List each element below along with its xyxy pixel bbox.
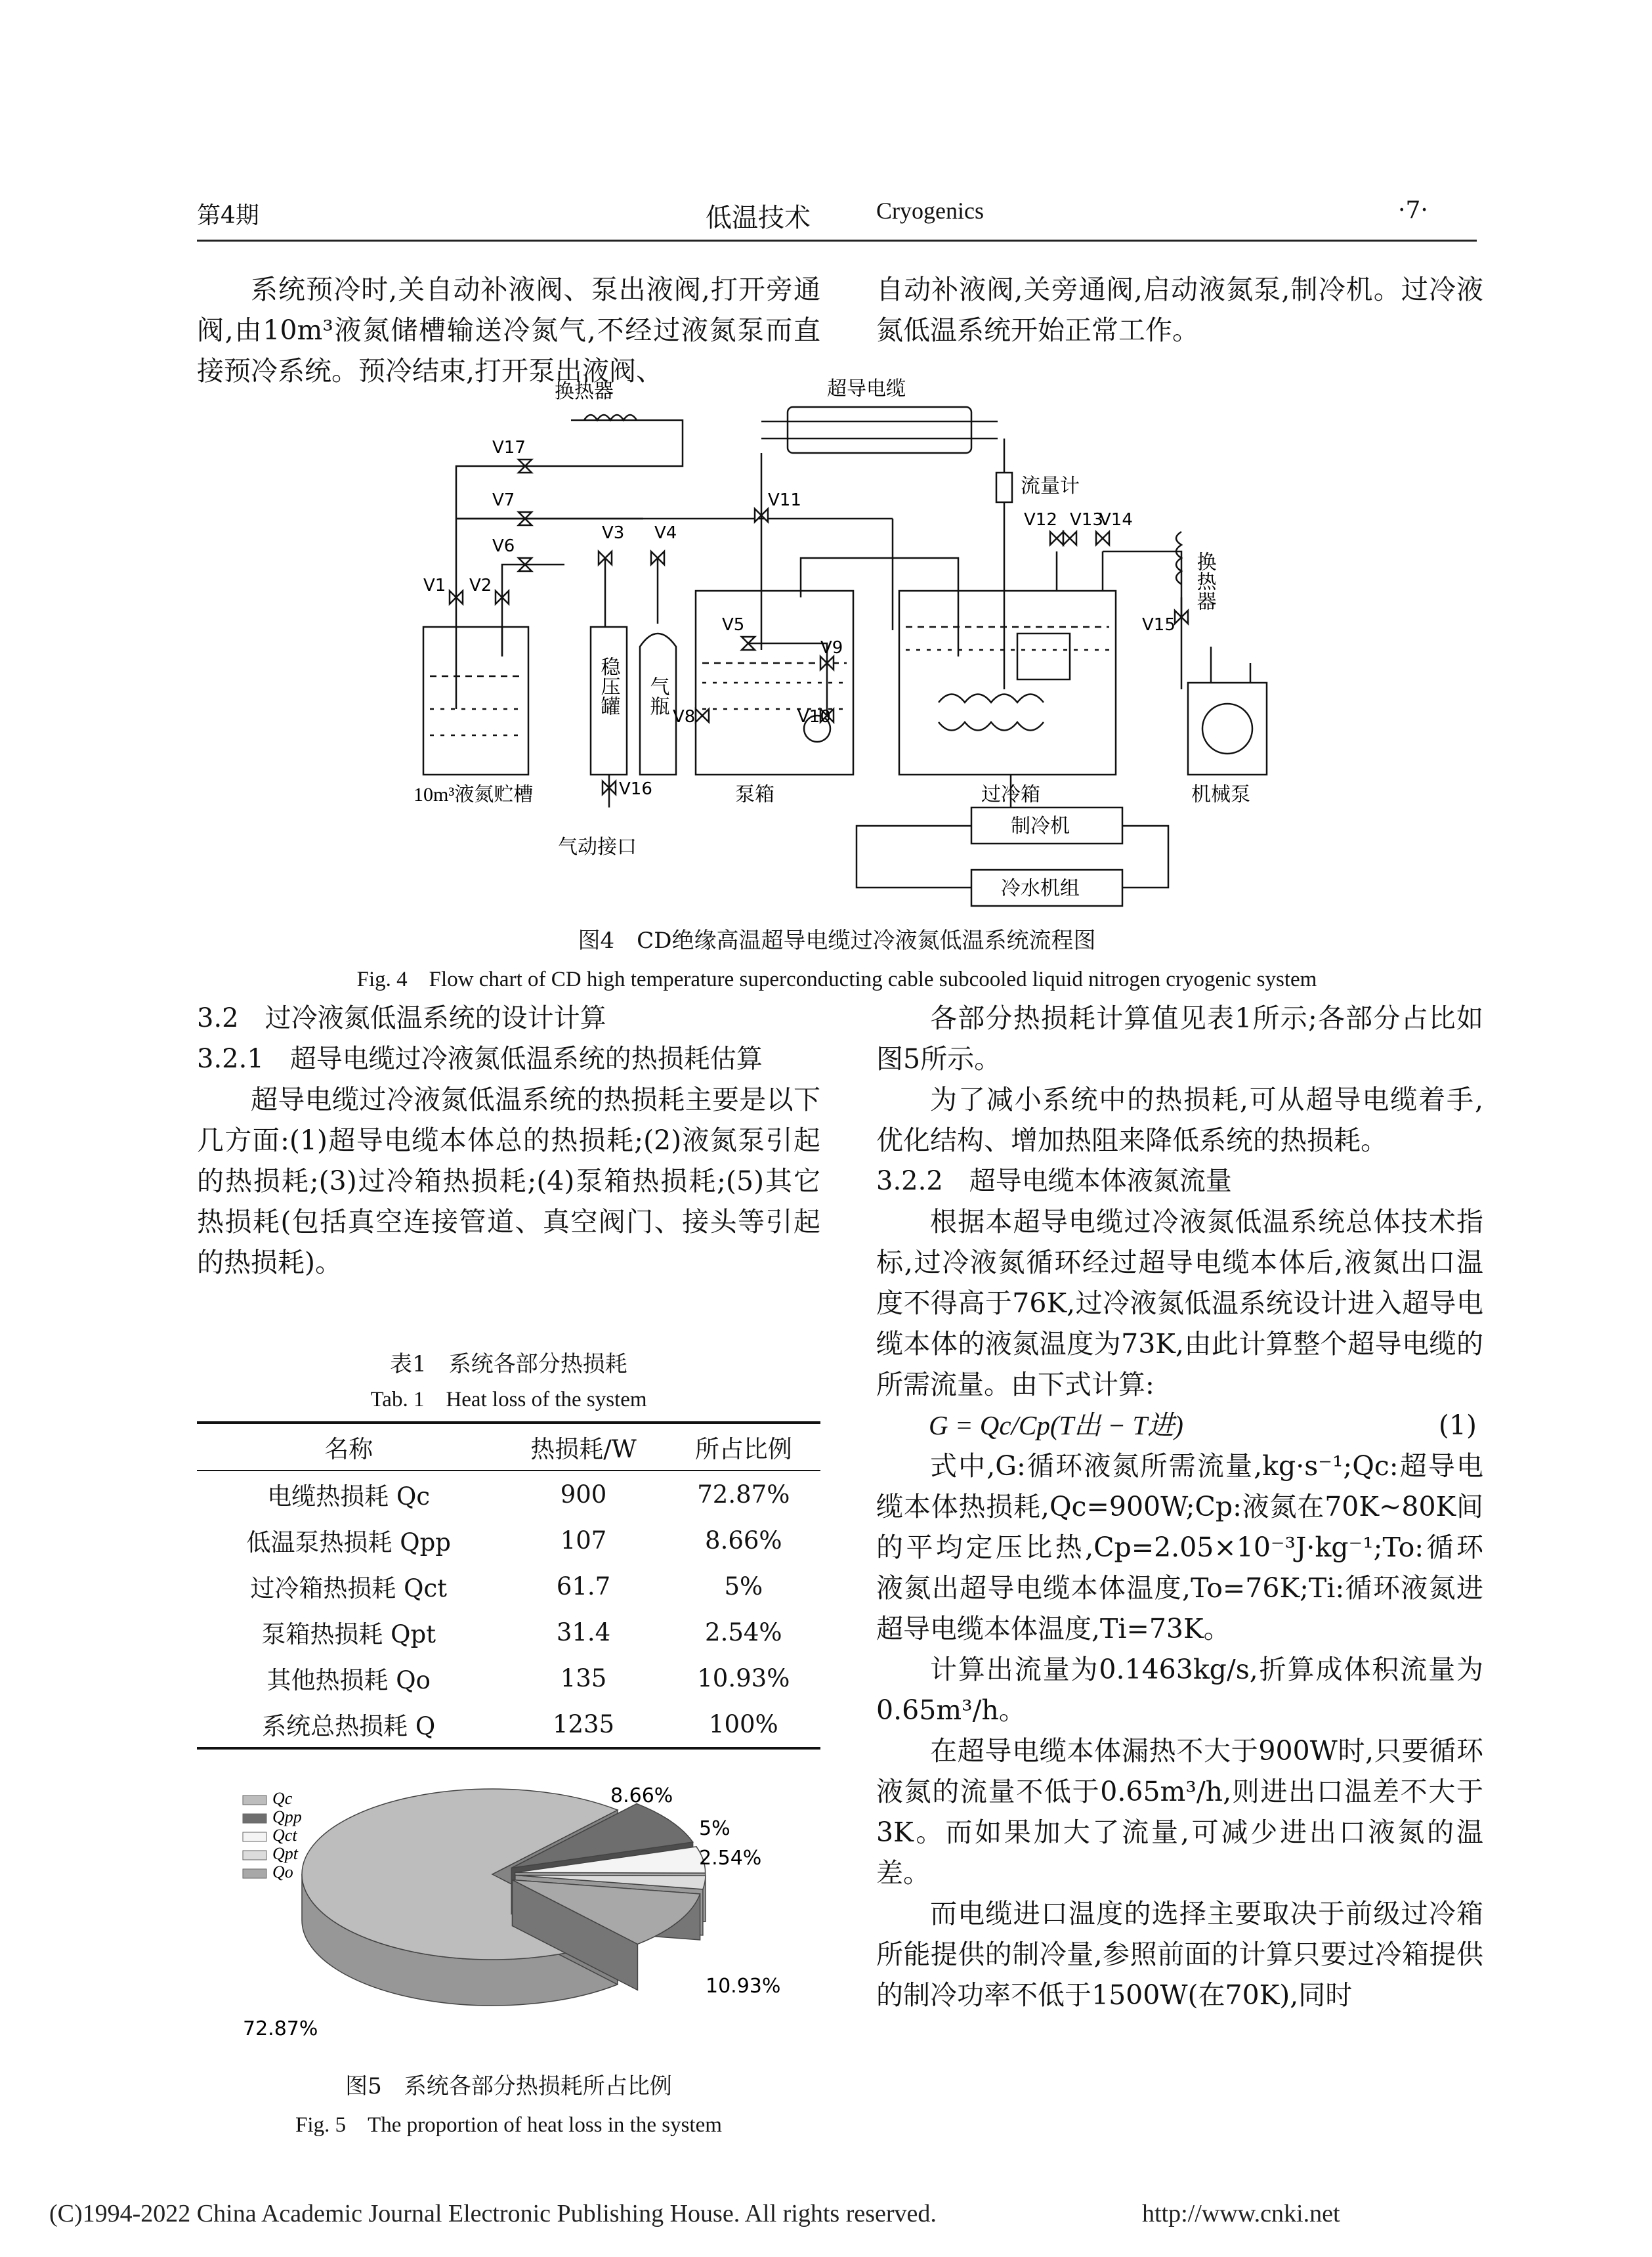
table-cell: 135 bbox=[560, 1664, 607, 1692]
pie-legend bbox=[243, 1789, 302, 1881]
section-3-2-2-heading: 3.2.2 超导电缆本体液氮流量 bbox=[876, 1166, 1232, 1196]
table-cell: 61.7 bbox=[556, 1572, 611, 1601]
legend-swatch bbox=[243, 1869, 266, 1878]
journal-title-cn: 低温技术 bbox=[706, 203, 811, 233]
valve-label: V14 bbox=[1099, 510, 1133, 530]
right-column bbox=[876, 998, 1483, 2015]
valve-v8 bbox=[696, 709, 709, 722]
label-ln2-tank: 10m³液氮贮槽 bbox=[413, 784, 534, 806]
right-paragraph-4: 式中,G:循环液氮所需流量,kg·s⁻¹;Qc:超导电缆本体热损耗,Qc=900W;Cp:液氮在70K~80K间的平均定压比热,Cp=2.05×10⁻³J·kg⁻¹;To:循环液氮出超导电缆本体温度,To=76K;Ti:循环液氮进超导电缆本体温度,Ti=73K。 bbox=[876, 1450, 1483, 1644]
footer-url[interactable]: http://www.cnki.net bbox=[1142, 2200, 1340, 2227]
label-chiller: 冷水机组 bbox=[1001, 878, 1080, 899]
right-paragraph-5: 计算出流量为0.1463kg/s,折算成体积流量为0.65m³/h。 bbox=[876, 1654, 1483, 1726]
left-column bbox=[197, 998, 820, 1283]
table1-caption-en: Tab. 1 Heat loss of the system bbox=[370, 1388, 647, 1411]
equation-number: (1) bbox=[1438, 1409, 1477, 1441]
label-subcooler: 过冷箱 bbox=[981, 784, 1040, 806]
table-row bbox=[197, 1563, 820, 1609]
valve-label: V12 bbox=[1024, 510, 1057, 530]
header-rule bbox=[197, 240, 1477, 242]
table-cell: 1235 bbox=[552, 1709, 615, 1738]
heat-loss-table bbox=[197, 1421, 820, 1750]
right-paragraph-6: 在超导电缆本体漏热不大于900W时,只要循环液氮的流量不低于0.65m³/h,则进出口温差不大于3K。而如果加大了流量,可减少进出口液氮的温差。 bbox=[876, 1735, 1483, 1889]
table-row bbox=[197, 1655, 820, 1701]
valve-v13 bbox=[1063, 532, 1076, 545]
subcooler-coil bbox=[939, 695, 1044, 703]
flowmeter bbox=[996, 473, 1012, 502]
legend-swatch bbox=[243, 1814, 266, 1823]
legend-label: Qo bbox=[272, 1862, 293, 1881]
table-cell: 72.87% bbox=[697, 1480, 790, 1509]
legend-swatch bbox=[243, 1851, 266, 1860]
section-3-2-1-heading: 3.2.1 超导电缆过冷液氮低温系统的热损耗估算 bbox=[197, 1044, 763, 1074]
table-header-row bbox=[197, 1423, 820, 1471]
fig4-caption-en: Fig. 4 Flow chart of CD high temperature superconducting cable subcooled liquid nitrogen cryogenic system bbox=[356, 968, 1317, 991]
table-cell: 低温泵热损耗 Qpp bbox=[246, 1528, 451, 1557]
table-cell: 电缆热损耗 Qc bbox=[267, 1482, 431, 1511]
right-paragraph-7: 而电缆进口温度的选择主要取决于前级过冷箱所能提供的制冷量,参照前面的计算只要过冷箱提供的制冷功率不低于1500W(在70K),同时 bbox=[876, 1898, 1483, 2011]
table-header-cell: 名称 bbox=[324, 1435, 373, 1463]
legend-label: Qct bbox=[272, 1826, 297, 1845]
label-right-heat-exchanger: 换热器 bbox=[1193, 551, 1216, 611]
mechanical-pump-box bbox=[1188, 683, 1267, 775]
table-cell: 过冷箱热损耗 Qct bbox=[250, 1574, 448, 1602]
label-flowmeter: 流量计 bbox=[1021, 475, 1080, 497]
legend-label: Qc bbox=[272, 1789, 293, 1808]
fig5-caption-cn: 图5 系统各部分热损耗所占比例 bbox=[345, 2073, 672, 2099]
legend-label: Qpt bbox=[272, 1844, 298, 1863]
legend-swatch bbox=[243, 1795, 266, 1805]
table-cell: 其他热损耗 Qo bbox=[266, 1666, 431, 1694]
pie-data-label: 5% bbox=[699, 1817, 731, 1840]
valve-label: V6 bbox=[492, 536, 515, 556]
section-3-2-heading: 3.2 过冷液氮低温系统的设计计算 bbox=[197, 1003, 606, 1033]
valve-label: V2 bbox=[469, 576, 492, 595]
subcooler-inner-vessel bbox=[1017, 634, 1070, 679]
label-pump-box: 泵箱 bbox=[735, 784, 774, 806]
legend-swatch bbox=[243, 1832, 266, 1841]
right-paragraph-2: 为了减小系统中的热损耗,可从超导电缆着手,优化结构、增加热阻来降低系统的热损耗。 bbox=[876, 1084, 1483, 1156]
fig5-caption-en: Fig. 5 The proportion of heat loss in the system bbox=[295, 2113, 722, 2137]
valve-label: V9 bbox=[820, 638, 843, 658]
journal-title-en: Cryogenics bbox=[876, 198, 984, 224]
valve-label: V16 bbox=[619, 779, 652, 799]
equation: G = Qc/Cp(T出 − T进) bbox=[929, 1410, 1183, 1440]
intro-paragraph-left: 系统预冷时,关自动补液阀、泵出液阀,打开旁通阀,由10m³液氮储槽输送冷氮气,不经过液氮泵而直接预冷系统。预冷结束,打开泵出液阀、 bbox=[197, 274, 820, 387]
intro-paragraph-right: 自动补液阀,关旁通阀,启动液氮泵,制冷机。过冷液氮低温系统开始正常工作。 bbox=[876, 274, 1483, 346]
valve-label: V7 bbox=[492, 490, 515, 510]
pie-layer bbox=[302, 1789, 706, 2006]
superconducting-cable bbox=[788, 407, 971, 453]
table-row bbox=[197, 1471, 820, 1517]
table-row bbox=[197, 1701, 820, 1748]
valve-label: V5 bbox=[722, 615, 745, 635]
valve-label: V17 bbox=[492, 438, 526, 458]
subcooler-box bbox=[899, 591, 1116, 775]
section-3-2-1-paragraph: 超导电缆过冷液氮低温系统的热损耗主要是以下几方面:(1)超导电缆本体总的热损耗;(2)液氮泵引起的热损耗;(3)过冷箱热损耗;(4)泵箱热损耗;(5)其它热损耗(包括真空连接管道、真空阀门、接头等引起的热损耗)。 bbox=[197, 1084, 820, 1278]
right-paragraph-3: 根据本超导电缆过冷液氮低温系统总体技术指标,过冷液氮循环经过超导电缆本体后,液氮出口温度不得高于76K,过冷液氮低温系统设计进入超导电缆本体的液氮温度为73K,由此计算整个超导电缆的所需流量。由下式计算: bbox=[876, 1206, 1483, 1400]
valve-v12 bbox=[1050, 532, 1063, 545]
table-header-cell: 所占比例 bbox=[694, 1435, 792, 1463]
pie-chart bbox=[243, 1776, 781, 2058]
pie-data-label: 72.87% bbox=[243, 2017, 318, 2040]
table-cell: 8.66% bbox=[705, 1526, 782, 1555]
page-number: ·7· bbox=[1398, 197, 1428, 224]
flow-chart-diagram bbox=[394, 378, 1306, 913]
label-cable: 超导电缆 bbox=[827, 378, 906, 400]
table-cell: 系统总热损耗 Q bbox=[262, 1712, 436, 1740]
valve-label: V1 bbox=[423, 576, 446, 595]
table-cell: 31.4 bbox=[556, 1618, 611, 1646]
valve-label: V3 bbox=[602, 523, 625, 543]
valve-label: V15 bbox=[1142, 615, 1175, 635]
pie-data-label: 2.54% bbox=[699, 1847, 762, 1870]
valve-label: V10 bbox=[797, 707, 831, 727]
label-stabilizer: 稳压罐 bbox=[597, 656, 620, 716]
ln2-tank bbox=[423, 627, 528, 775]
valve-label: V4 bbox=[654, 523, 677, 543]
valve-v14 bbox=[1096, 532, 1109, 545]
table1-caption-cn: 表1 系统各部分热损耗 bbox=[390, 1351, 627, 1377]
pie-data-label: 10.93% bbox=[706, 1975, 781, 1998]
table-header-cell: 热损耗/W bbox=[530, 1435, 637, 1463]
label-mechanical-pump: 机械泵 bbox=[1191, 784, 1250, 806]
label-cryocooler: 制冷机 bbox=[1011, 815, 1070, 837]
table-cell: 2.54% bbox=[705, 1618, 782, 1646]
fig4-caption-cn: 图4 CD绝缘高温超导电缆过冷液氮低温系统流程图 bbox=[578, 928, 1096, 954]
valve-label: V13 bbox=[1070, 510, 1103, 530]
right-paragraph-1: 各部分热损耗计算值见表1所示;各部分占比如图5所示。 bbox=[876, 1002, 1483, 1075]
table-cell: 5% bbox=[724, 1572, 763, 1601]
table-cell: 10.93% bbox=[697, 1664, 790, 1692]
label-cylinder: 气瓶 bbox=[646, 676, 669, 716]
table-cell: 100% bbox=[708, 1709, 778, 1738]
issue-number: 第4期 bbox=[197, 202, 259, 229]
pie-data-label: 8.66% bbox=[610, 1784, 673, 1807]
copyright-footer: (C)1994-2022 China Academic Journal Electronic Publishing House. All rights reserved. bbox=[49, 2200, 937, 2227]
table-cell: 107 bbox=[560, 1526, 607, 1555]
valve-label: V11 bbox=[768, 490, 801, 510]
valve-label: V8 bbox=[673, 707, 696, 727]
table-cell: 900 bbox=[560, 1480, 607, 1509]
label-heat-exchanger: 换热器 bbox=[555, 381, 614, 402]
equation-row bbox=[876, 1405, 1483, 1446]
legend-label: Qpp bbox=[272, 1807, 302, 1826]
table-row bbox=[197, 1609, 820, 1655]
label-pneumatic-port: 气动接口 bbox=[558, 836, 637, 858]
table-row bbox=[197, 1517, 820, 1563]
table-cell: 泵箱热损耗 Qpt bbox=[261, 1620, 436, 1648]
